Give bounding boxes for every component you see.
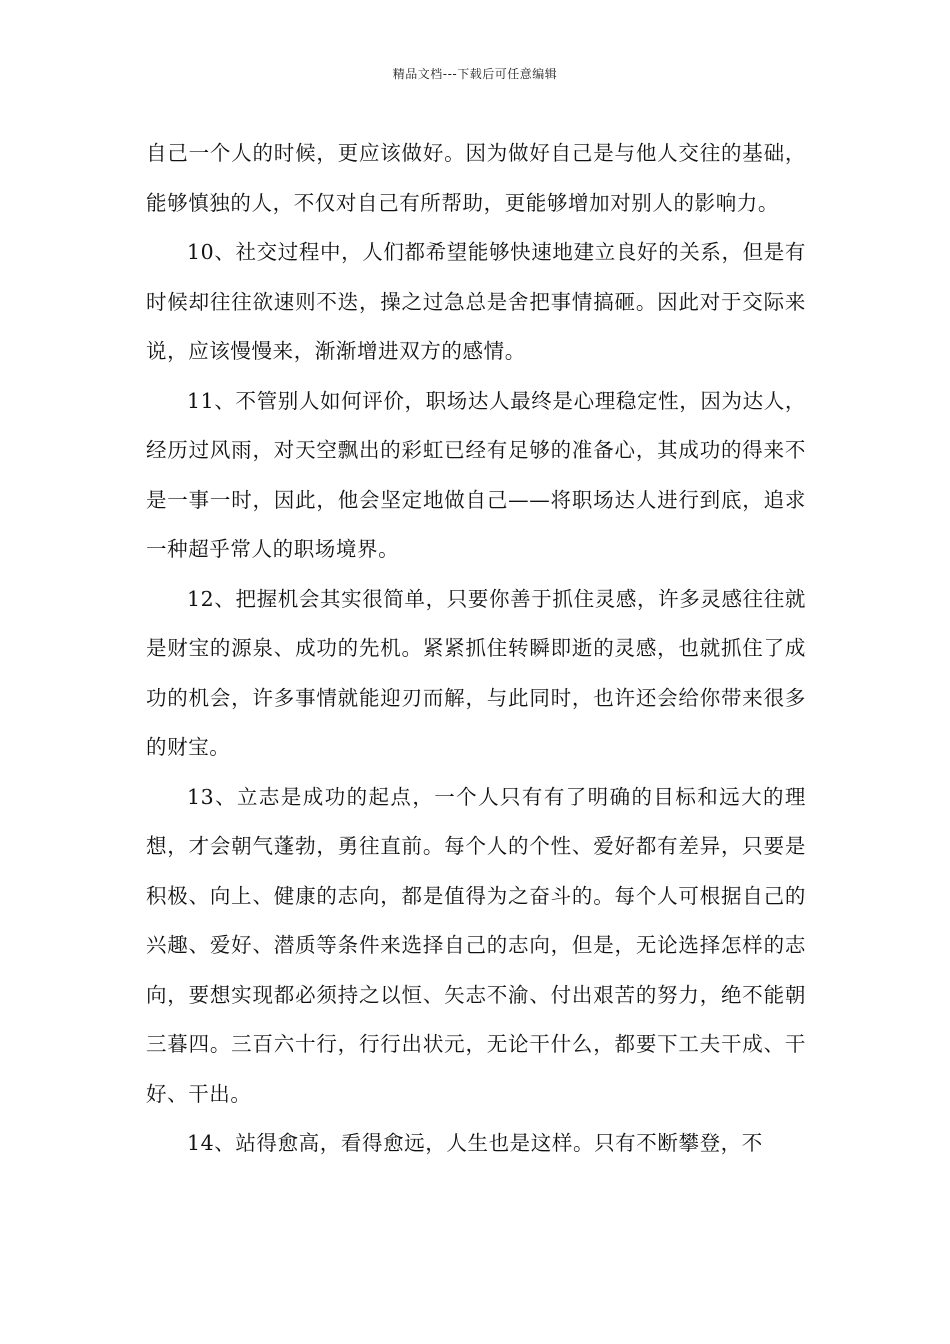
paragraph-item-10: 10、社交过程中，人们都希望能够快速地建立良好的关系，但是有时候却往往欲速则不迭，操之过急总是舍把事情搞砸。因此对于交际来说，应该慢慢来，渐渐增进双方的感情。 [146, 240, 806, 363]
paragraph-item-11: 11、不管别人如何评价，职场达人最终是心理稳定性，因为达人，经历过风雨，对天空飘出的彩虹已经有足够的准备心，其成功的得来不是一事一时，因此，他会坚定地做自己——将职场达人进行到底，追求一种超乎常人的职场境界。 [146, 388, 806, 561]
paragraph-item-14: 14、站得愈高，看得愈远，人生也是这样。只有不断攀登，不 [187, 1131, 763, 1155]
paragraph-item-12: 12、把握机会其实很简单，只要你善于抓住灵感，许多灵感往往就是财宝的源泉、成功的先机。紧紧抓住转瞬即逝的灵感，也就抓住了成功的机会，许多事情就能迎刃而解，与此同时，也许还会给你带来很多的财宝。 [146, 586, 806, 759]
document-body [146, 129, 806, 1169]
paragraph-item-13: 13、立志是成功的起点，一个人只有有了明确的目标和远大的理想，才会朝气蓬勃，勇往直前。每个人的个性、爱好都有差异，只要是积极、向上、健康的志向，都是值得为之奋斗的。每个人可根据自己的兴趣、爱好、潜质等条件来选择自己的志向，但是，无论选择怎样的志向，要想实现都必须持之以恒、矢志不渝、付出艰苦的努力，绝不能朝三暮四。三百六十行，行行出状元，无论干什么，都要下工夫干成、干好、干出。 [146, 784, 806, 1106]
paragraph-continued: 自己一个人的时候，更应该做好。因为做好自己是与他人交往的基础，能够慎独的人，不仅对自己有所帮助，更能够增加对别人的影响力。 [146, 141, 806, 215]
page-header: 精品文档---下载后可任意编辑 [392, 67, 558, 81]
